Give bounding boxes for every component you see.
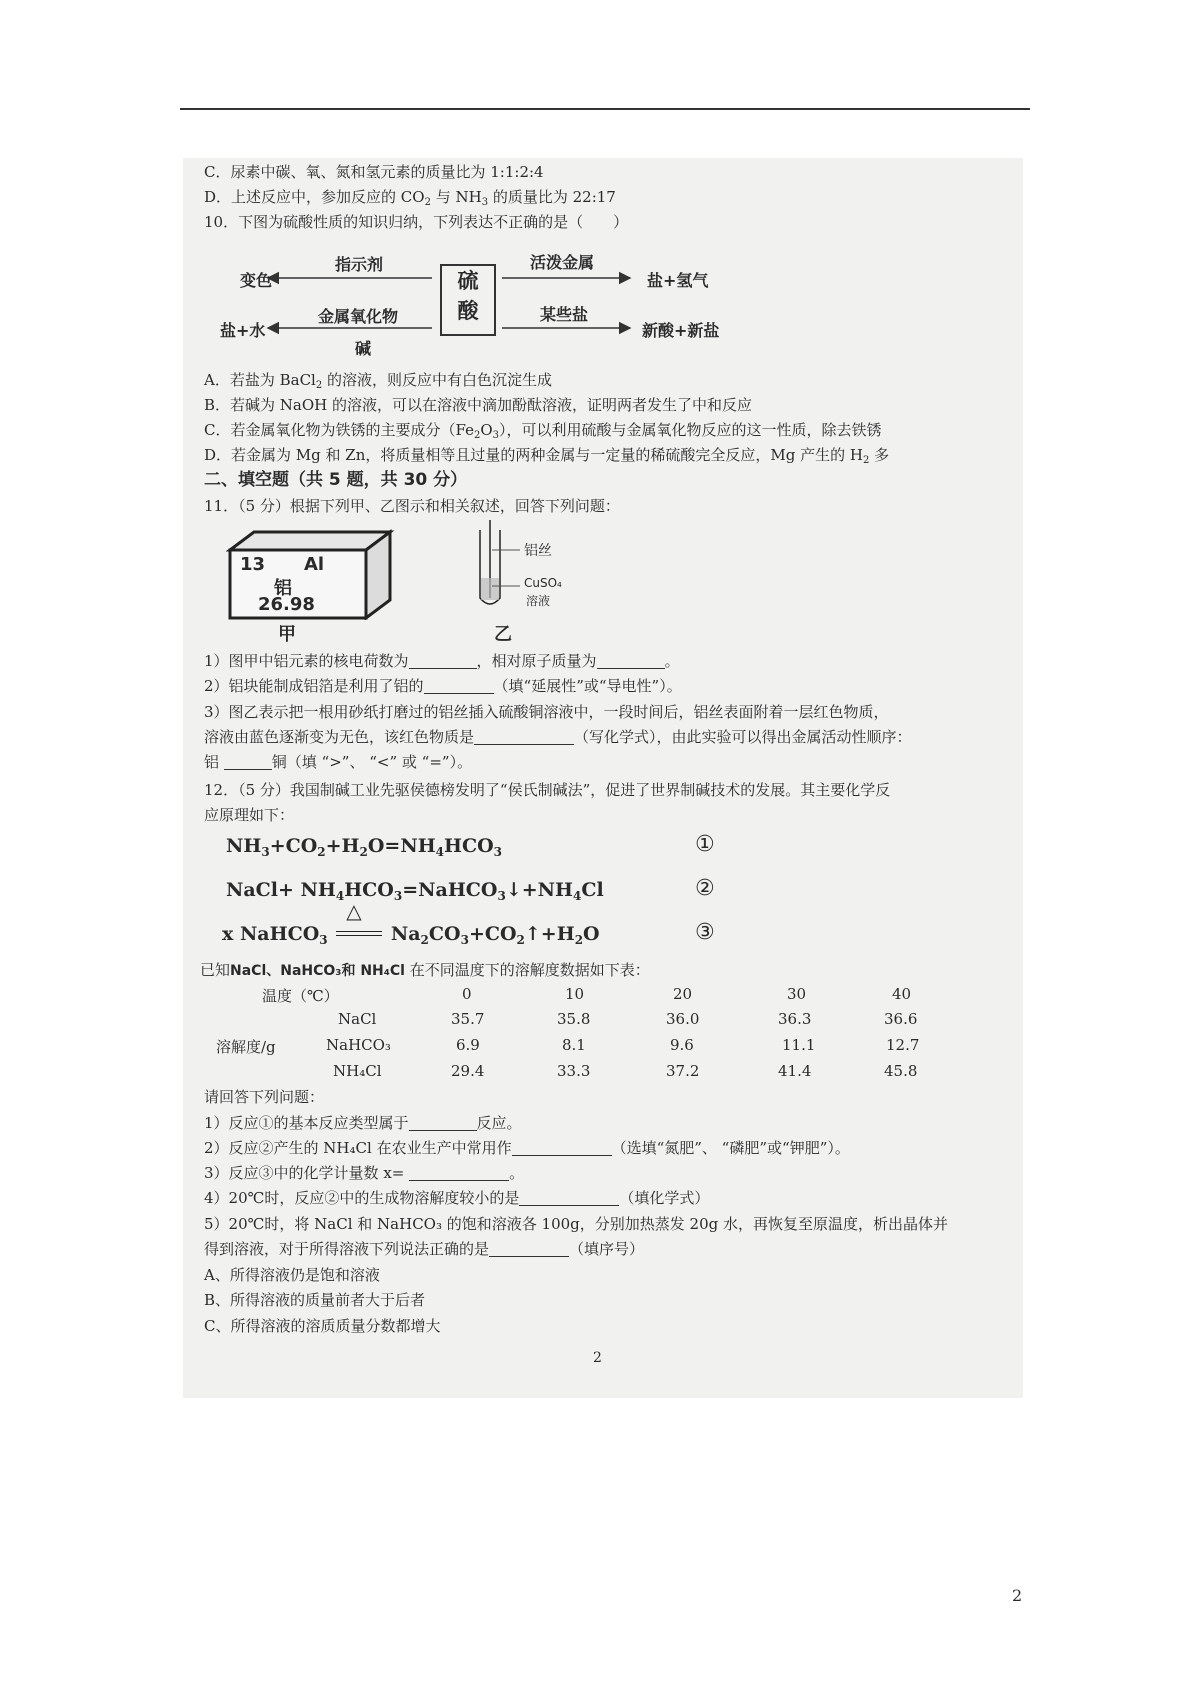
table-cell: 35.8 [557,1010,591,1028]
diagram-right-top-reagent: 活泼金属 [530,253,595,272]
figure-jia-caption: 甲 [278,624,296,645]
answer-blank[interactable] [519,1191,619,1206]
diagram-left-bottom-reagent: 金属氧化物 [318,307,399,326]
diagram-left-bottom-reagent2: 碱 [355,339,372,358]
equation-1-number: ① [695,832,715,857]
q12-sub5-line2: 得到溶液，对于所得溶液下列说法正确的是 （填序号） [204,1240,645,1258]
answer-blank[interactable] [489,1242,569,1257]
diagram-center-box: 硫 酸 [440,264,496,336]
q10-option-d: D．若金属为 Mg 和 Zn，将质量相等且过量的两种金属与一定量的稀硫酸完全反应，Mg 产生的 $H_2$ 多 [204,446,890,466]
diagram-right-top-result: 盐+氢气 [647,271,709,290]
q12-option-c: C、所得溶液的溶质质量分数都增大 [204,1317,441,1335]
page-number: 2 [1012,1586,1023,1605]
answer-blank[interactable] [409,1116,477,1131]
table-temp: 10 [565,985,585,1003]
q10-option-c: C．若金属氧化物为铁锈的主要成分$(Fe_2O_3)$，可以利用硫酸与金属氧化物反应的这一性质，除去铁锈 [204,421,882,441]
q12-option-a: A、所得溶液仍是饱和溶液 [204,1266,380,1284]
q12-sub3: 3）反应③中的化学计量数 x= 。 [204,1164,525,1182]
answer-blank[interactable] [409,654,477,669]
cube-atomic-number: 13 [240,554,266,575]
table-cell: 12.7 [886,1036,920,1054]
diagram-left-top-reagent: 指示剂 [335,255,384,274]
answer-blank[interactable] [409,1166,509,1181]
q12-option-b: B、所得溶液的质量前者大于后者 [204,1291,426,1309]
table-solubility-label: 溶解度/g [216,1038,276,1056]
solution-label-formula: CuSO₄ [524,576,562,590]
diagram-arrows [210,250,750,360]
table-cell: 9.6 [670,1036,694,1054]
table-cell: 37.2 [666,1062,700,1080]
diagram-right-bottom-result: 新酸+新盐 [642,321,720,340]
question-12-stem-1: 12．（5 分）我国制碱工业先驱侯德榜发明了“侯氏制碱法”，促进了世界制碱技术的发展。其主要化学反 [204,781,891,799]
equation-2: NaCl+ $NH_4HCO_3=NaHCO_3↓+NH_4Cl$ [226,879,604,903]
cube-mass: 26.98 [258,594,315,615]
diagram-right-bottom-reagent: 某些盐 [540,305,589,324]
q11-sub3-line3: 铝 铜（填 “>”、 “<” 或 “=”）。 [204,753,473,771]
table-cell: 6.9 [456,1036,480,1054]
table-cell: 8.1 [562,1036,586,1054]
q11-sub2: 2）铝块能制成铝箔是利用了铝的 （填“延展性”或“导电性”）。 [204,677,682,695]
solubility-intro: 已知NaCl、NaHCO₃和 NH₄Cl 在不同温度下的溶解度数据如下表： [200,961,650,979]
cube-symbol: Al [304,554,325,575]
table-cell: 41.4 [778,1062,812,1080]
q11-sub1: 1）图甲中铝元素的核电荷数为 ，相对原子质量为 。 [204,652,680,670]
table-cell: 36.6 [884,1010,918,1028]
diagram-left-top-result: 变色 [240,271,273,290]
heat-condition: △ [346,899,362,923]
table-row-name: NaCl [338,1010,377,1028]
sulfuric-acid-diagram [210,250,750,360]
inner-page-number: 2 [593,1350,602,1366]
table-cell: 45.8 [884,1062,918,1080]
answer-blank[interactable] [424,679,494,694]
q12-sub5-line1: 5）20℃时，将 NaCl 和 NaHCO₃ 的饱和溶液各 100g，分别加热蒸发 20g 水，再恢复至原温度，析出晶体并 [204,1215,948,1233]
table-temp: 20 [673,985,693,1003]
solution-label-text: 溶液 [526,594,551,608]
figure-test-tube [470,520,610,645]
table-cell: 29.4 [451,1062,485,1080]
table-temp: 0 [462,985,472,1003]
table-cell: 36.3 [778,1010,812,1028]
q11-sub3-line1: 3）图乙表示把一根用砂纸打磨过的铝丝插入硫酸铜溶液中，一段时间后，铝丝表面附着一层红色物质， [204,703,889,721]
table-cell: 33.3 [557,1062,591,1080]
q11-sub3-line2: 溶液由蓝色逐渐变为无色，该红色物质是 （写化学式），由此实验可以得出金属活动性顺序： [204,728,912,746]
q10-option-a: A．若盐为 BaCl$_2$ 的溶液，则反应中有白色沉淀生成 [204,371,552,391]
diagram-left-bottom-result: 盐+水 [220,321,266,340]
cube-name: 铝 [274,578,292,599]
answer-blank[interactable] [474,730,574,745]
table-cell: 11.1 [782,1036,816,1054]
table-temp: 40 [892,985,912,1003]
question-10-stem: 10．下图为硫酸性质的知识归纳，下列表达不正确的是（ ） [204,213,629,231]
table-row-name: NaHCO₃ [326,1036,391,1054]
table-cell: 35.7 [451,1010,485,1028]
option-d-ratio: D．上述反应中，参加反应的 $CO_2$ 与 $NH_3$ 的质量比为 22:17 [204,188,616,208]
wire-label: 铝丝 [524,543,552,559]
option-c-urea: C．尿素中碳、氧、氮和氢元素的质量比为 1:1:2:4 [204,163,544,181]
equation-3-number: ③ [695,920,715,945]
q12-ask: 请回答下列问题： [204,1088,325,1106]
equation-1: $NH_3+CO_2+H_2O=NH_4HCO_3$ [226,835,503,859]
figure-yi-caption: 乙 [494,624,512,645]
q12-sub4: 4）20℃时，反应②中的生成物溶解度较小的是 （填化学式） [204,1189,710,1207]
question-11-stem: 11．（5 分）根据下列甲、乙图示和相关叙述，回答下列问题： [204,497,620,515]
q10-option-b: B．若碱为 NaOH 的溶液，可以在溶液中滴加酚酞溶液，证明两者发生了中和反应 [204,396,753,414]
equation-2-number: ② [695,876,715,901]
answer-blank[interactable] [512,1141,612,1156]
header-rule [180,108,1030,110]
table-temp: 30 [787,985,807,1003]
section-2-heading: 二、填空题（共 5 题，共 30 分） [204,470,468,490]
q12-sub2: 2）反应②产生的 NH₄Cl 在农业生产中常用作 （选填“氮肥”、 “磷肥”或“钾肥”）。 [204,1139,850,1157]
q12-sub1: 1）反应①的基本反应类型属于 反应。 [204,1114,522,1132]
table-row-name: NH₄Cl [333,1062,382,1080]
table-temp-label: 温度（℃） [262,987,339,1005]
answer-blank[interactable] [224,755,272,770]
answer-blank[interactable] [597,654,665,669]
table-cell: 36.0 [666,1010,700,1028]
equation-3: x NaHCO$_3$ △ $Na_2CO_3+CO_2↑+H_2O$ [222,899,600,947]
question-12-stem-2: 应原理如下： [204,806,295,824]
figure-aluminum-cube [226,528,396,645]
